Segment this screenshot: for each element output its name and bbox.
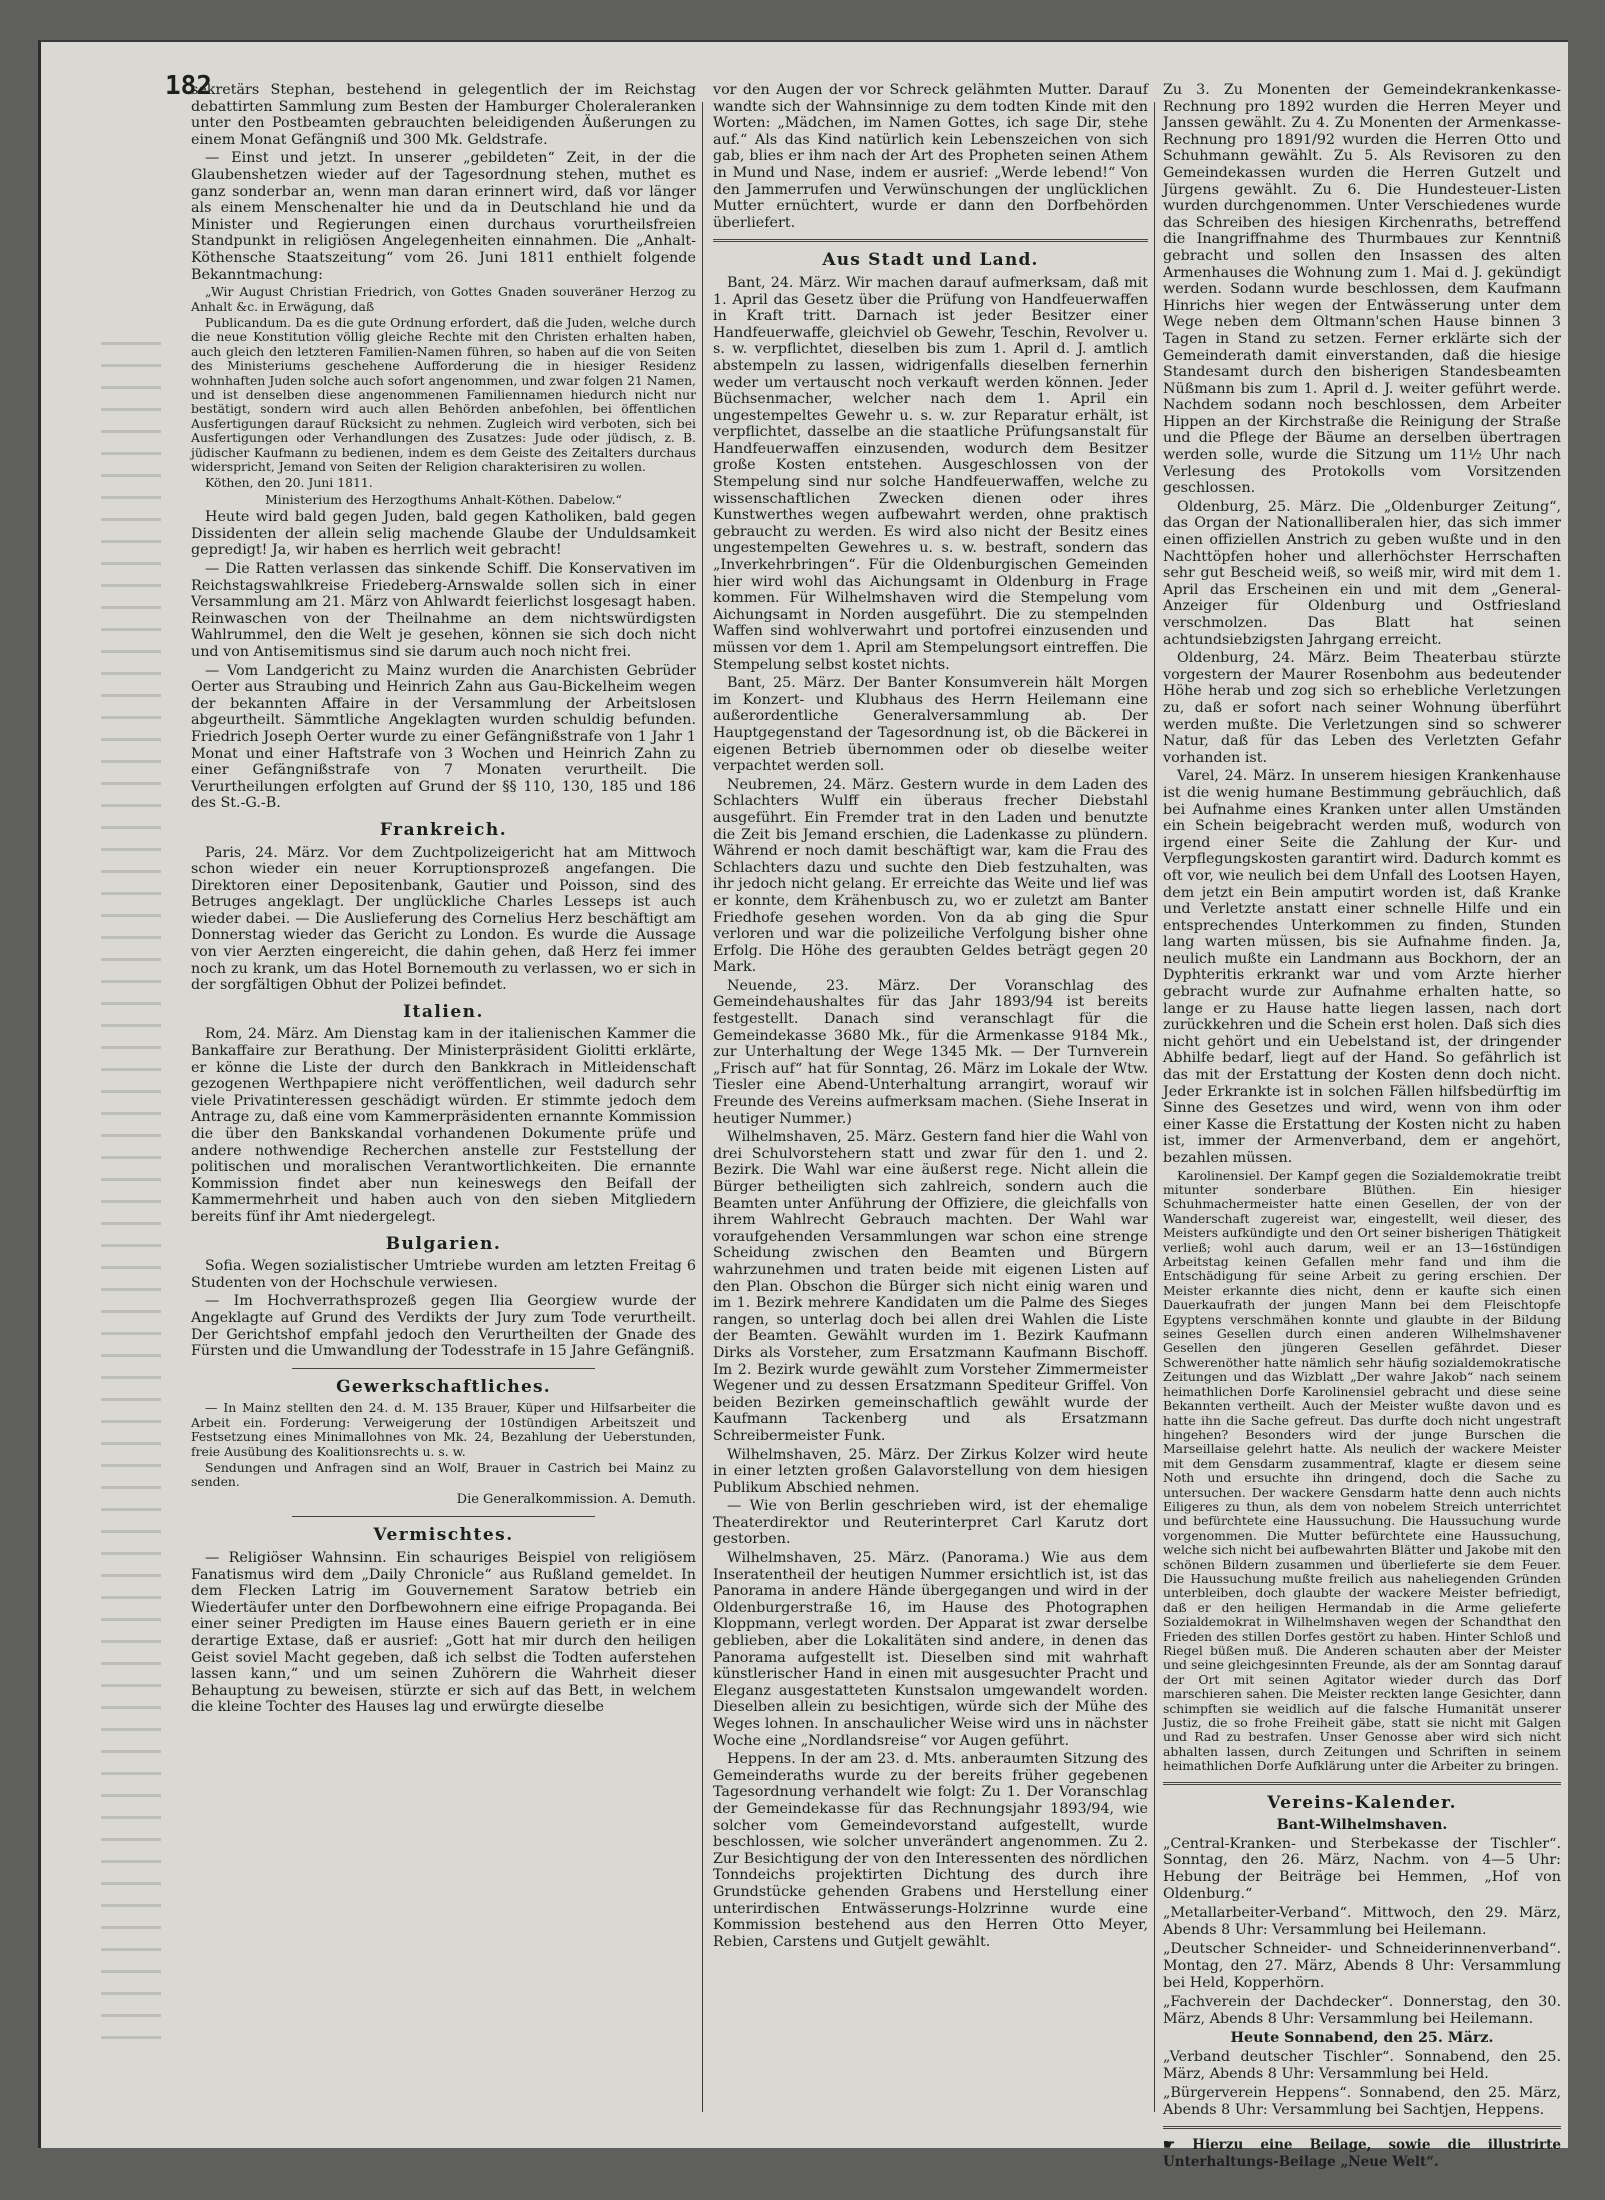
article-paragraph: Karolinensiel. Der Kampf gegen die Sozialdemokratie treibt mitunter sonderbare Blüthen. Ein hiesiger Schuhmachermeister hatte einen Gesellen, der von der Wanderschaft zugereist war, eingestellt, weil dieser, des Meisters aufkündigte und den Ort seiner bisherigen Thätigkeit verließ; wohl auch darum, weil er an 13—16stündigen Arbeitstag keinen Gefallen mehr fand und ihm die Entschädigung für seine Arbeit zu gering erschien. Der Meister erkannte dies nicht, denn er kaufte sich einen Dauerkaufrath der jungen Mann bei dem Fleischtopfe Egyptens verschmähen konnte und glaubte in der Bildung seines Gesellen durch einen anderen Wilhelmshavener Gesellen den jüngeren Gesellen gefährdet. Dieser Schwerenöther hatte nämlich sehr häufig sozialdemokratische Zeitungen und das Wizblatt „Der wahre Jakob“ nach seinem heimathlichen Dorfe Karolinensiel gebracht und diese seine Bekannten vertheilt. Auch der Meister wußte davon und es hatte ihn die Sache gefreut. Das durfte doch nicht ungestraft hingehen? Besonders wird der junge Burschen die Marseillaise gelehrt hatte. Als neulich der wackere Meister mit dem Gensdarm zusammentraf, klagte er diesem seine Noth und ersuchte ihn dringend, doch die Sache zu untersuchen. Der wackere Gensdarm hatte denn auch nichts Eiligeres zu thun, als dem von nobelem Streich unterrichtet und befürchtete eine Haussuchung. Die Haussuchung wurde vorgenommen. Die Mutter befürchtete eine Haussuchung, welche sich nicht bei aufbewahrten Blätter und Jakobe mit den schönen Bildern zusammen und überlieferte sie dem Feuer. Die Haussuchung mußte freilich aus naheliegenden Gründen unterbleiben, doch glaubte der wackere Meister befriedigt, daß er den heiligen Hermandab in die Arme gelieferte Sozialdemokrat in Wilhelmshaven wegen der Schandthat den Frieden des stillen Dorfes gestört zu haben. Hinter Schloß und Riegel büßen muß. Die Anderen schauten aber der Meister und seine gleichgesinnten Freunde, als der am Sonntag darauf der Ort mit seinen Agitator wieder durch das Dorf marschieren sahen. Die Meister reckten lange Gesichter, dann schimpften sie weidlich auf die falsche Humanität unserer Justiz, die so frohe Freiheit gäbe, statt sie nicht mit Galgen und Rad zu bestrafen. Unser Genosse aber wird sich nicht abhalten lassen, durch Zeitungen und Schriften in seinem heimathlichen Dorfe Aufklärung unter die Arbeiter zu bringen. xyxy=(1163,1167,1561,1774)
divider xyxy=(292,1516,595,1517)
article-paragraph: — Wie von Berlin geschrieben wird, ist der ehemalige Theaterdirektor und Reuterinterpret Carl Karutz dort gestorben. xyxy=(713,1498,1148,1548)
calendar-entry: „Central-Kranken- und Sterbekasse der Tischler“. Sonntag, den 26. März, Nachm. von 4—5 Uhr: Hebung der Beiträge bei Hemmen, „Hof von Oldenburg.“ xyxy=(1163,1835,1561,1902)
page-number: 182 xyxy=(165,71,212,101)
column-rule xyxy=(702,102,703,2112)
article-paragraph: — Einst und jetzt. In unserer „gebildeten“ Zeit, in der die Glaubenshetzen wieder auf der Tagesordnung stehen, muthet es ganz sonderbar an, wenn man daran erinnert wird, daß vor länger als einem Menschenalter hie und da in Deutschland hie und da Minister und Regierungen einen durchaus vorurtheilsfreien Standpunkt in religiösen Angelegenheiten einnahmen. Die „Anhalt-Köthensche Staatszeitung“ vom 26. Juni 1811 enthielt folgende Bekanntmachung: xyxy=(191,150,696,283)
page-content xyxy=(165,71,1561,2170)
article-paragraph: Sofia. Wegen sozialistischer Umtriebe wurden am letzten Freitag 6 Studenten von der Hochschule verwiesen. xyxy=(191,1258,696,1291)
article-paragraph: Bant, 25. März. Der Banter Konsumverein hält Morgen im Konzert- und Klubhaus des Herrn Heilemann eine außerordentliche Generalversammlung ab. Der Hauptgegenstand der Tagesordnung ist, ob die Bäckerei in eigenen Betrieb übernommen oder ob dieselbe weiter verpachtet werden soll. xyxy=(713,675,1148,775)
article-paragraph: — Religiöser Wahnsinn. Ein schauriges Beispiel von religiösem Fanatismus wird dem „Daily Chronicle“ aus Rußland gemeldet. In dem Flecken Latrig im Gouvernement Saratow betrieb ein Wiedertäufer unter den Dorfbewohnern eine eifrige Propaganda. Bei einer seiner Predigten im Hause eines Bauern gerieth er in eine derartige Extase, daß er ausrief: „Gott hat mir durch den heiligen Geist soviel Macht gegeben, daß ich selbst die Todten auferstehen lassen kann,“ und um seinen Zuhörern die Wahrheit dieser Behauptung zu beweisen, stürzte er sich auf das Bett, in welchem die kleine Tochter des Hauses lag und erwürgte dieselbe xyxy=(191,1549,696,1716)
section-heading-bulgarien: Bulgarien. xyxy=(385,1233,502,1254)
column-rule xyxy=(1154,102,1155,2112)
quoted-decree-heading: „Wir August Christian Friedrich, von Gottes Gnaden souveräner Herzog zu Anhalt &c. in Erwägung, daß xyxy=(191,284,696,314)
divider xyxy=(1163,2126,1561,2129)
calendar-entry: „Deutscher Schneider- und Schneiderinnenverband“. Montag, den 27. März, Abends 8 Uhr: Versammlung bei Held, Kopperhörn. xyxy=(1163,1941,1561,1991)
divider xyxy=(292,1368,595,1369)
article-paragraph: Wilhelmshaven, 25. März. (Panorama.) Wie aus dem Inseratentheil der heutigen Nummer ersichtlich ist, ist das Panorama in andere Hände übergegangen und wird in der Oldenburgerstraße 16, im Hause des Photographen Kloppmann, verlegt worden. Der Apparat ist zwar derselbe geblieben, aber die Lokalitäten sind andere, in denen das Panorama aufgestellt ist. Dieselben sind mit wahrhaft künstlerischer Hand in einen mit ausgesuchter Pracht und Eleganz ausgestatteten Kunstsalon umgewandelt worden. Dieselben allein zu besichtigen, würde sich der Mühe des Weges lohnen. In anschaulicher Weise wird uns in nächster Woche eine „Nordlandsreise“ vor Augen geführt. xyxy=(713,1550,1148,1749)
article-paragraph: Varel, 24. März. In unserem hiesigen Krankenhause ist die wenig humane Bestimmung gebräuchlich, daß bei Aufnahme eines Kranken unter allen Umständen ein Schein beigebracht werden muß, wodurch von irgend einer Seite die Zahlung der Kur- und Verpflegungskosten garantirt wird. Dadurch kommt es oft vor, wie neulich bei dem Unfall des Lootsen Hayen, dem jetzt ein Bein amputirt worden ist, daß Kranke und Verletzte anstatt einer schnelle Hilfe und ein entsprechendes Unterkommen zu finden, Stunden lang warten müssen, bis sie Aufnahme finden. Ja, neulich mußte ein Landmann aus Bockhorn, der an Dyphteritis erkrankt war und vom Arzte hierher gebracht wurde zur Aufnahme erhalten hatte, so lange er zu Hause hatte liegen lassen, nach dort zurückkehren und die Schein erst holen. Daß sich dies nicht gehört und ein Uebelstand ist, der dringender Abhilfe bedarf, liegt auf der Hand. So gefährlich ist das mit der Erstattung der Kosten denn doch nicht. Jeder Erkrankte ist in solchen Fällen hilfsbedürftig im Sinne des Gesetzes und wird, wenn von ihm oder einer Kasse die Erstattung der Kosten nicht zu haben ist, immer der Armenverband, dem er angehört, bezahlen müssen. xyxy=(1163,768,1561,1166)
article-paragraph: Heppens. In der am 23. d. Mts. anberaumten Sitzung des Gemeinderaths wurde zu der bereits früher gegebenen Tagesordnung verhandelt wie folgt: Zu 1. Der Voranschlag der Gemeindekasse für das Rechnungsjahr 1893/94, wie solcher vom Gemeindevorstand aufgestellt, wurde beschlossen, wie solcher unverändert angenommen. Zu 2. Zur Besichtigung der von den Interessenten des nördlichen Tonndeichs projektirten Dichtung des durch ihre Grundstücke gehenden Grabens und Herstellung einer unterirdischen Entwässerungs-Holzrinne wurde eine Kommission bestehend aus den Herren Otto Meyer, Rebien, Carstens und Gutjelt gewählt. xyxy=(713,1751,1148,1950)
supplement-notice: ☛ Hierzu eine Beilage, sowie die illustrirte Unterhaltungs-Beilage „Neue Welt“. xyxy=(1163,2137,1561,2170)
divider xyxy=(713,239,1148,242)
article-paragraph: — Die Ratten verlassen das sinkende Schiff. Die Konservativen im Reichstagswahlkreise Friedeberg-Arnswalde sollen sich in einer Versammlung am 21. März von Ahlwardt feierlichst losgesagt haben. Reinwaschen von der Theilnahme an dem nichtswürdigsten Wahlrummel, den die Welt je gesehen, können sie sich doch nicht und von Antisemitismus sind sie darum auch noch nicht frei. xyxy=(191,561,696,660)
article-paragraph: Heute wird bald gegen Juden, bald gegen Katholiken, bald gegen Dissidenten der allein selig machende Glaube der Unduldsamkeit gepredigt! Ja, wir haben es herrlich weit gebracht! xyxy=(191,509,696,559)
calendar-today-heading: Heute Sonnabend, den 25. März. xyxy=(1230,2030,1494,2047)
article-paragraph: — Vom Landgericht zu Mainz wurden die Anarchisten Gebrüder Oerter aus Straubing und Heinrich Zahn aus Gau-Bickelheim wegen der bekannten Affaire in der Versammlung der Arbeitslosen abgeurtheilt. Sämmtliche Angeklagten wurden schuldig befunden. Friedrich Joseph Oerter wurde zu einer Gefängnißstrafe von 1 Jahr 1 Monat und einer Haftstrafe von 3 Wochen und Heinrich Zahn zu einer Gefängnißstrafe von 7 Monaten verurtheilt. Die Verurtheilungen erfolgten auf Grund der §§ 110, 130, 185 und 186 des St.-G.-B. xyxy=(191,662,696,812)
newspaper-page xyxy=(38,40,1568,2170)
article-paragraph: Sendungen und Anfragen sind an Wolf, Brauer in Castrich bei Mainz zu senden. xyxy=(191,1459,696,1490)
section-heading-italien: Italien. xyxy=(403,1001,484,1022)
article-paragraph: sekretärs Stephan, bestehend in gelegentlich der im Reichstag debattirten Sammlung zum Besten der Hamburger Choleraleranken unter den Postbeamten gebrauchten beleidigenden Äußerungen zu einem Monat Gefängniß und 300 Mk. Geldstrafe. xyxy=(191,82,696,148)
article-paragraph: Bant, 24. März. Wir machen darauf aufmerksam, daß mit 1. April das Gesetz über die Prüfung von Handfeuerwaffen in Kraft tritt. Darnach ist jeder Besitzer einer Handfeuerwaffe, gleichviel ob Gewehr, Teschin, Revolver u. s. w. verpflichtet, dieselben bis zum 1. April d. J. amtlich abstempeln zu lassen, widrigenfalls dieselben fernerhin weder um vertauscht noch verkauft werden können. Jeder Büchsenmacher, welcher nach dem 1. April ein ungestempeltes Gewehr u. s. w. zur Reparatur erhält, ist verpflichtet, dasselbe an die staatliche Prüfungsanstalt für Handfeuerwaffen einzusenden, wodurch dem Besitzer große Kosten entstehen. Ausgeschlossen von der Stempelung sind nur solche Handfeuerwaffen, welche zu wissenschaftlichen Zwecken dienen oder ihres Kunstwerthes wegen aufbewahrt werden, ohne praktisch gebraucht zu werden. Es wird also nicht der Besitz eines ungestempelten Gewehres u. s. w. bestraft, sondern das „Inverkehrbringen“. Für die Oldenburgischen Gemeinden hier wird wohl das Aichungsamt in Oldenburg in Frage kommen. Für Wilhelmshaven wird die Stempelung vom Aichungsamt in Norden ausgeführt. Die zu stempelnden Waffen sind wohlverwahrt und portofrei einzusenden und müssen vor dem 1. April am Stempelungsort eintreffen. Die Stempelung selbst kostet nichts. xyxy=(713,274,1148,673)
article-paragraph: vor den Augen der vor Schreck gelähmten Mutter. Darauf wandte sich der Wahnsinnige zu dem todten Kinde mit den Worten: „Mädchen, im Namen Gottes, ich sage Dir, stehe auf.“ Als das Kind natürlich kein Lebenszeichen von sich gab, blies er ihm nach der Art des Propheten seinen Athem in Mund und Nase, indem er ausrief: „Werde lebend!“ Von den Jammerrufen und Verwünschungen der unglücklichen Mutter ernüchtert, wurde er dann den Dorfbehörden überliefert. xyxy=(713,82,1148,231)
section-heading-gewerkschaftliches: Gewerkschaftliches. xyxy=(336,1376,551,1397)
decree-signature: Ministerium des Herzogthums Anhalt-Köthen. Dabelow.“ xyxy=(265,491,622,507)
article-paragraph: Paris, 24. März. Vor dem Zuchtpolizeigericht hat am Mittwoch schon wieder ein neuer Korruptionsprozeß angefangen. Die Direktoren einer Depositenbank, Gautier und Poisson, sind des Betruges angeklagt. Der unglückliche Charles Lesseps ist auch wieder dabei. — Die Auslieferung des Cornelius Herz beschäftigt am Donnerstag wieder das Gericht zu London. Es wurde die Aussage von vier Aerzten eingereicht, die dahin gehen, daß Herz fei immer noch zu krank, um das Hotel Bornemouth zu verlassen, wo er sich in der sorgfältigen Obhut der Polizei befindet. xyxy=(191,844,696,994)
article-paragraph: Oldenburg, 25. März. Die „Oldenburger Zeitung“, das Organ der Nationalliberalen hier, das sich immer einen offiziellen Anstrich zu geben wußte und in den Nachttöpfen hoher und allerhöchster Herrschaften sehr gut Bescheid weiß, so weiß mir, wird mit dem 1. April das Erscheinen ein und mit dem „General-Anzeiger für Oldenburg und Ostfriesland verschmolzen. Das Blatt hat seinen achtundsiebzigsten Jahrgang erreicht. xyxy=(1163,498,1561,648)
calendar-entry: „Verband deutscher Tischler“. Sonnabend, den 25. März, Abends 8 Uhr: Versammlung bei Held. xyxy=(1163,2048,1561,2082)
article-paragraph: — In Mainz stellten den 24. d. M. 135 Brauer, Küper und Hilfsarbeiter die Arbeit ein. Forderung: Verweigerung der 10stündigen Arbeitszeit und Festsetzung eines Minimallohnes von Mk. 24, Bezahlung der Ueberstunden, freie Ausübung des Koalitionsrechts u. s. w. xyxy=(191,1400,696,1459)
divider xyxy=(1163,1782,1561,1785)
column-3 xyxy=(1163,82,1561,2170)
calendar-subheading: Bant-Wilhelmshaven. xyxy=(1276,1817,1448,1834)
section-heading-frankreich: Frankreich. xyxy=(379,819,508,840)
article-paragraph: Wilhelmshaven, 25. März. Der Zirkus Kolzer wird heute in einer letzten großen Galavorstellung von dem hiesigen Publikum Abschied nehmen. xyxy=(713,1446,1148,1496)
margin-bleed-through xyxy=(101,342,161,2042)
quoted-decree: Publicandum. Da es die gute Ordnung erfordert, daß die Juden, welche durch die neue Konstitution völlig gleiche Rechte mit den Christen erhalten haben, auch gleich den letzteren Familien-Namen führen, so haben auf die von Seiten des Ministeriums geschehene Aufforderung die in hiesiger Residenz wohnhaften Juden solche auch sofort angenommen, und zwar folgen 21 Namen, und ist denselben diese angenommenen Familiennamen hiedurch nicht nur bestätigt, sondern wird auch allen Behörden anbefohlen, bei öffentlichen Ausfertigungen darauf Rücksicht zu nehmen. Zugleich wird verboten, sich bei Ausfertigungen oder Verhandlungen des Zusatzes: Jude oder jüdisch, z. B. jüdischer Kaufmann zu bedienen, indem es dem Geiste des Zeitalters durchaus widerspricht, Jemand von Seiten der Religion charakterisiren zu wollen. xyxy=(191,314,696,474)
column-1 xyxy=(191,82,696,2142)
article-paragraph: Rom, 24. März. Am Dienstag kam in der italienischen Kammer die Bankaffaire zur Berathung. Der Ministerpräsident Giolitti erklärte, er könne die Liste der durch den Bankkrach in Mitleidenschaft gezogenen Werthpapiere nicht veröffentlichen, weil dadurch sehr viele Privatinteressen geschädigt würden. Er stimmte jedoch dem Antrage zu, daß eine vom Kammerpräsidenten ernannte Kommission die über den Bankskandal vorhandenen Dokumente prüfe und andere nothwendige Recherchen anstelle zur Feststellung der politischen und moralischen Verantwortlichkeiten. Die ernannte Kommission findet aber nun keineswegs den Beifall der Kammermehrheit und haben auch von den sieben Mitgliedern bereits fünf ihr Amt niedergelegt. xyxy=(191,1026,696,1225)
section-heading-vereins-kalender: Vereins-Kalender. xyxy=(1267,1792,1457,1813)
article-paragraph: Zu 3. Zu Monenten der Gemeindekrankenkasse-Rechnung pro 1892 wurden die Herren Meyer und Janssen gewählt. Zu 4. Zu Monenten der Armenkasse-Rechnung pro 1891/92 wurden die Herren Otto und Schuhmann gewählt. Zu 5. Als Revisoren zu den Gemeindekassen wurden die Herren Gutzelt und Jürgens gewählt. Zu 6. Die Hundesteuer-Listen wurden durchgenommen. Unter Verschiedenes wurde das Schreiben des hiesigen Kirchenraths, betreffend die Inangriffnahme des Thurmbaues zur Kenntniß gebracht und sollen den Insassen des alten Armenhauses die Wohnung zum 1. Mai d. J. gekündigt werden. Sodann wurde beschlossen, dem Kaufmann Hinrichs hier wegen der Entwässerung unter dem Wege neben dem Oltmann'schen Hause binnen 3 Tagen in Stand zu setzen. Ferner erklärte sich der Gemeinderath damit einverstanden, daß die hiesige Standesamt durch den bisherigen Standesbeamten Nüßmann bis zum 1. April d. J. weiter geführt werde. Nachdem sodann noch beschlossen, dem Arbeiter Hippen an der Kirchstraße die Reinigung der Straße und die Pflege der Bäume an derselben übertragen werden solle, wurde die Sitzung um 11½ Uhr nach Verlesung des Protokolls vom Vorsitzenden geschlossen. xyxy=(1163,82,1561,497)
column-2 xyxy=(713,82,1148,2142)
section-heading-stadt-und-land: Aus Stadt und Land. xyxy=(822,250,1039,271)
section-heading-vermischtes: Vermischtes. xyxy=(373,1525,514,1546)
calendar-entry: „Fachverein der Dachdecker“. Donnerstag, den 30. März, Abends 8 Uhr: Versammlung bei Heilemann. xyxy=(1163,1994,1561,2027)
article-paragraph: — Im Hochverrathsprozeß gegen Ilia Georgiew wurde der Angeklagte auf Grund des Verdikts der Jury zum Tode verurtheilt. Der Gerichtshof empfahl jedoch den Verurtheilten der Gnade des Fürsten und die Umwandlung der Todesstrafe in 15 Jahre Gefängniß. xyxy=(191,1293,696,1360)
article-paragraph: Oldenburg, 24. März. Beim Theaterbau stürzte vorgestern der Maurer Rosenbohm aus bedeutender Höhe herab und zog sich so erhebliche Verletzungen zu, daß er sofort nach seiner Wohnung überführt werden mußte. Die Verletzungen sind so schwerer Natur, daß für das Leben des Verletzten Gefahr vorhanden ist. xyxy=(1163,650,1561,766)
signature: Die Generalkommission. A. Demuth. xyxy=(456,1491,696,1507)
article-paragraph: Wilhelmshaven, 25. März. Gestern fand hier die Wahl von drei Schulvorstehern statt und zwar für den 1. und 2. Bezirk. Die Wahl war eine äußerst rege. Nicht allein die Bürger betheiligten sich zahlreich, sondern auch die Beamten unter Anführung der Offiziere, die gleichfalls von ihrem Wahlrecht Gebrauch machten. Der Wahl war voraufgehenden Versammlungen war schon eine strenge Scheidung zwischen den Beamten und Bürgern wahrzunehmen und traten beide mit eigenen Listen auf den Plan. Obschon die Bürger sich nicht einig waren und im 1. Bezirk mehrere Kandidaten um die Palme des Sieges rangen, so unterlag doch bei allen drei Wahlen die Liste der Beamten. Gewählt wurden im 1. Bezirk Kaufmann Dirks als Vorsteher, zum Ersatzmann Kaufmann Bischoff. Im 2. Bezirk wurde gewählt zum Vorsteher Zimmermeister Wegener und zu dessen Ersatzmann Spediteur Griffel. Von beiden Bezirken gemeinschaftlich gewählt wurde der Kaufmann Tackenberg und als Ersatzmann Schreibermeister Funk. xyxy=(713,1129,1148,1444)
calendar-entry: „Metallarbeiter-Verband“. Mittwoch, den 29. März, Abends 8 Uhr: Versammlung bei Heilemann. xyxy=(1163,1905,1561,1938)
calendar-entry: „Bürgerverein Heppens“. Sonnabend, den 25. März, Abends 8 Uhr: Versammlung bei Sachtjen, Heppens. xyxy=(1163,2085,1561,2118)
article-paragraph: Neuende, 23. März. Der Voranschlag des Gemeindehaushaltes für das Jahr 1893/94 ist bereits festgestellt. Danach sind veranschlagt für die Gemeindekasse 3680 Mk., für die Armenkasse 9184 Mk., zur Unterhaltung der Wege 1345 Mk. — Der Turnverein „Frisch auf“ hat für Sonntag, 26. März im Lokale der Wtw. Tiesler eine Abend-Unterhaltung arrangirt, worauf wir Freunde des Vereins aufmerksam machen. (Siehe Inserat in heutiger Nummer.) xyxy=(713,977,1148,1127)
decree-place-date: Köthen, den 20. Juni 1811. xyxy=(205,475,373,491)
article-paragraph: Neubremen, 24. März. Gestern wurde in dem Laden des Schlachters Wulff ein überaus frecher Diebstahl ausgeführt. Ein Fremder trat in den Laden und benutzte die Zeit bis Jemand erschien, die Ladenkasse zu plündern. Während er noch damit beschäftigt war, kam die Frau des Schlachters dazu und suchte den Dieb festzuhalten, was ihr jedoch nicht gelang. Er erreichte das Weite und lief was er konnte, dem Krähenbusch zu, wo er zuletzt am Banter Friedhofe gesehen worden. Von da ab ging die Spur verloren und war die polizeiliche Verfolgung bisher ohne Erfolg. Die Höhe des geraubten Geldes beträgt gegen 20 Mark. xyxy=(713,776,1148,976)
